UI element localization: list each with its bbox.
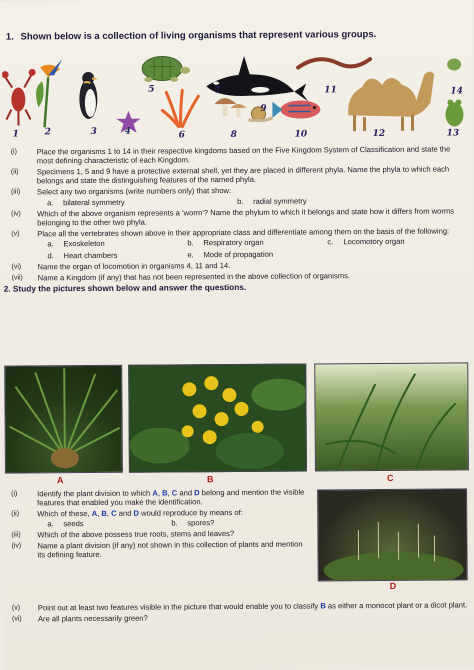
organism-number-9: 9 <box>260 103 267 114</box>
penguin-drawing <box>79 72 98 119</box>
q1-item-ii: (ii) Specimens 1, 5 and 9 have a protective external shell, yet they are placed in different phyla. Name the phyla to which each belongs and state the distinguishing features of the named phyla. <box>10 164 450 186</box>
frog-small-drawing <box>447 58 461 70</box>
mushrooms-drawing <box>214 98 246 117</box>
strelitzia-drawing <box>36 59 63 127</box>
orca-drawing <box>206 55 308 102</box>
plant-photos <box>4 362 471 477</box>
q2-item-iv: (iv) Name a plant division (if any) not shown in this collection of plants and mention its defining feature. <box>11 539 303 560</box>
coral-drawing <box>162 90 198 126</box>
fish-drawing <box>272 100 320 118</box>
q2-ii-options: a. seeds b. spores? <box>47 518 215 529</box>
organism-number-7: 7 <box>214 86 221 97</box>
organism-number-4: 4 <box>124 126 131 137</box>
q1-iii-options: a. bilateral symmetry b. radial symmetry <box>47 196 307 207</box>
earthworm-drawing <box>298 59 370 68</box>
q2-item-v: (v) Point out at least two features visible in the picture that would enable you to classify B as either a monocot plant or a dicot plant. <box>11 600 468 613</box>
camel-drawing <box>348 72 435 132</box>
question-2-title: 2. Study the pictures shown below and answer the questions. <box>3 282 247 294</box>
q2-item-i: (i) Identify the plant division to which A, B, C and D belong and mention the visible features that enabled you make the identification. <box>11 487 305 508</box>
q1-item-vii: (vii) Name a Kingdom (if any) that has not been represented in the above collection of organisms. <box>11 271 350 283</box>
photo-label-c: C <box>386 472 394 483</box>
photo-c-fern <box>314 362 469 471</box>
organisms-illustration <box>2 44 469 143</box>
q1-item-v: (v) Place all the vertebrates shown above in their appropriate class and differentiate among them on the basis of the following: a. Exoskeleton b. Respiratory organ c. Locomotory organ d. Heart chambers e. Mode of propagation <box>11 227 469 261</box>
q1-v-options-row1: a. Exoskeleton b. Respiratory organ c. Locomotory organ <box>47 237 405 249</box>
organism-number-1: 1 <box>12 129 19 140</box>
organism-number-5: 5 <box>148 84 155 95</box>
organism-number-6: 6 <box>178 130 185 141</box>
q1-item-iv: (iv) Which of the above organism represents a ‘worm’? Name the phylum to which it belongs and state how it differs from worms belonging to the other two phyla. <box>11 206 455 228</box>
organism-number-14: 14 <box>450 86 463 97</box>
photo-label-a: A <box>56 475 64 486</box>
q1-item-vi: (vi) Name the organ of locomotion in organisms 4, 11 and 14. <box>11 261 231 272</box>
organism-number-3: 3 <box>90 126 97 138</box>
q2-item-iii: (iii) Which of the above possess true roots, stems and leaves? <box>11 529 235 540</box>
question-2-list-continued <box>12 600 474 625</box>
question-1-title <box>6 28 466 42</box>
organism-number-8: 8 <box>230 129 237 141</box>
photo-a-cycad <box>4 365 123 474</box>
photo-b-flowers <box>128 364 307 473</box>
q1-v-options-row2: d. Heart chambers e. Mode of propagation <box>47 249 274 261</box>
q2-item-vi: (vi) Are all plants necessarily green? <box>11 613 148 624</box>
photo-label-b: B <box>206 474 214 485</box>
question-2-list <box>11 487 311 561</box>
frog-drawing <box>445 99 463 126</box>
question-1-number: 1. <box>5 31 14 43</box>
organisms-drawing <box>2 44 469 143</box>
question-1-text: Shown below is a collection of living organisms that represent various groups. <box>20 29 377 43</box>
organism-number-10: 10 <box>294 129 308 140</box>
q1-item-iii: (iii) Select any two organisms (write numbers only) that show: a. bilateral symmetry b. radial symmetry <box>11 185 469 208</box>
organism-number-11: 11 <box>324 85 337 96</box>
lobster-drawing <box>2 69 36 126</box>
question-1-list <box>3 144 470 296</box>
organism-number-13: 13 <box>446 128 460 139</box>
organism-number-12: 12 <box>372 128 386 140</box>
q1-item-i: (i) Place the organisms 1 to 14 in their respective kingdoms based on the Five Kingdom System of Classification and state the most defining characteristic of each Kingdom. <box>10 144 451 166</box>
photo-label-d: D <box>389 580 397 591</box>
organism-number-2: 2 <box>44 127 51 138</box>
photo-d-moss <box>317 488 468 581</box>
turtle-drawing <box>142 56 190 82</box>
q2-item-ii: (ii) Which of these, A, B, C and D would reproduce by means of: a. seeds b. spores? <box>11 507 311 529</box>
